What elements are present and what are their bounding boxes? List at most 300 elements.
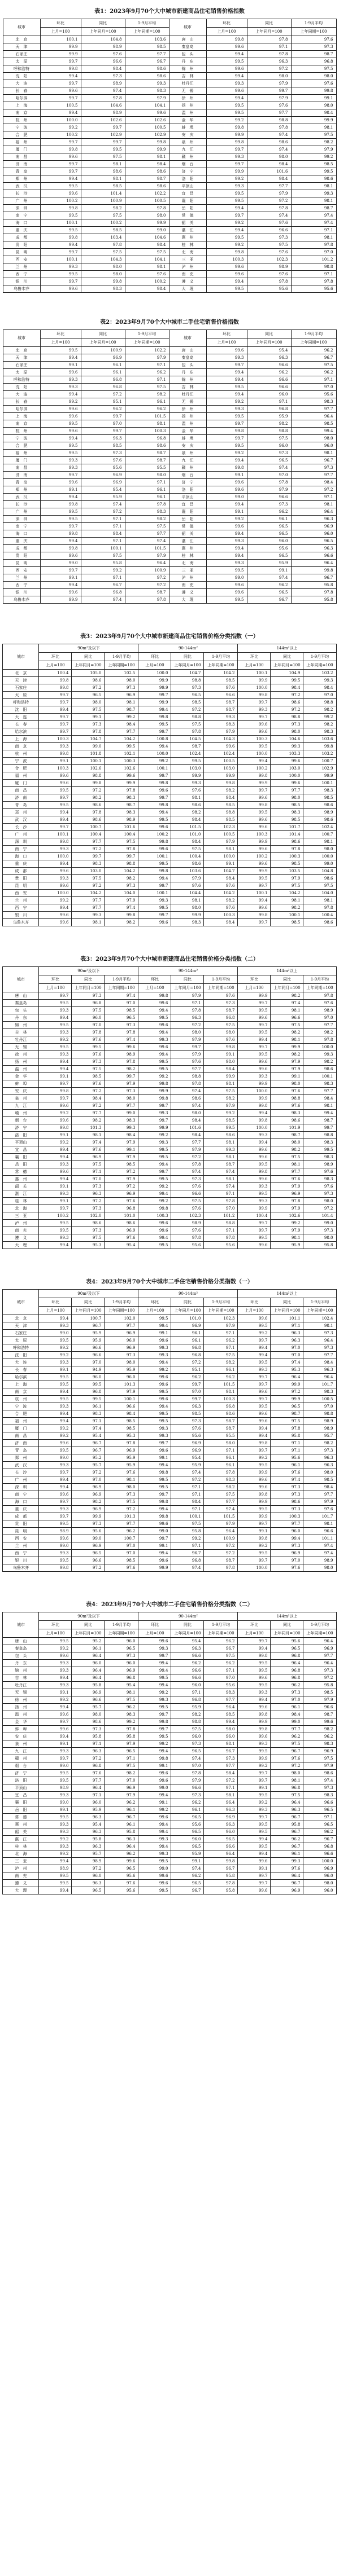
value-cell: 99.0 — [105, 1110, 138, 1117]
city-cell: 哈尔滨 — [3, 728, 39, 736]
value-cell: 99.1 — [238, 1865, 271, 1872]
city-cell: 南 昌 — [3, 787, 39, 794]
city-cell: 九 江 — [3, 1102, 39, 1110]
value-cell: 96.5 — [72, 1887, 105, 1894]
value-cell: 96.5 — [204, 1836, 238, 1843]
value-cell: 99.7 — [39, 1205, 72, 1212]
value-cell: 98.2 — [204, 1359, 238, 1366]
value-cell: 99.6 — [238, 846, 271, 853]
table-row — [3, 1139, 336, 1146]
column-header: 城市 — [3, 644, 39, 670]
value-cell: 99.4 — [40, 241, 81, 249]
value-cell: 96.0 — [72, 1374, 105, 1381]
value-cell: 97.0 — [291, 384, 336, 391]
value-cell: 99.7 — [81, 139, 125, 146]
value-cell: 99.0 — [39, 1454, 72, 1462]
value-cell: 99.4 — [238, 1352, 271, 1359]
value-cell: 97.3 — [171, 1176, 204, 1183]
value-cell: 98.2 — [204, 897, 238, 904]
city-cell: 泸 州 — [169, 263, 206, 271]
value-cell: 97.6 — [291, 80, 336, 87]
value-cell: 101.7 — [271, 824, 303, 831]
value-cell: 99.7 — [238, 699, 271, 706]
value-cell: 99.9 — [238, 1513, 271, 1520]
value-cell: 96.1 — [105, 1821, 138, 1828]
city-cell: 广 州 — [3, 1476, 39, 1484]
value-cell: 97.8 — [171, 1234, 204, 1242]
value-cell: 97.2 — [72, 1564, 105, 1572]
table-row — [3, 1227, 336, 1234]
value-cell: 99.5 — [238, 1359, 271, 1366]
value-cell: 99.7 — [238, 1447, 271, 1454]
value-cell: 96.3 — [72, 1880, 105, 1887]
value-cell: 96.2 — [204, 1660, 238, 1667]
value-cell: 101.9 — [271, 1124, 303, 1132]
value-cell: 99.9 — [271, 1396, 303, 1403]
city-cell: 平顶山 — [3, 1784, 39, 1792]
value-cell: 104.0 — [105, 890, 138, 897]
value-cell: 99.8 — [138, 1469, 171, 1476]
value-cell: 96.2 — [204, 1638, 238, 1645]
value-cell: 96.5 — [72, 1550, 105, 1557]
city-cell: 海 口 — [3, 1498, 39, 1506]
value-cell: 99.4 — [138, 1190, 171, 1198]
value-cell: 99.7 — [105, 1073, 138, 1080]
value-cell: 99.6 — [39, 1117, 72, 1124]
value-cell: 100.3 — [138, 1212, 171, 1220]
value-cell: 99.3 — [206, 183, 247, 190]
group-header: 90m²及以下 — [39, 967, 138, 975]
table-row — [3, 1366, 336, 1374]
value-cell: 96.3 — [303, 1462, 336, 1469]
value-cell: 99.3 — [138, 1139, 171, 1146]
column-header: 同比 — [247, 19, 291, 28]
city-cell: 天 津 — [3, 677, 39, 684]
value-cell: 99.2 — [39, 1432, 72, 1440]
value-cell: 104.9 — [271, 670, 303, 677]
value-cell: 97.8 — [171, 1161, 204, 1168]
value-cell: 99.0 — [39, 1762, 72, 1770]
value-cell: 100.1 — [271, 912, 303, 919]
value-cell: 101.3 — [105, 1513, 138, 1520]
value-cell: 98.1 — [271, 1007, 303, 1014]
value-cell: 99.1 — [40, 574, 81, 582]
value-cell: 99.5 — [81, 146, 125, 153]
value-cell: 96.4 — [72, 1784, 105, 1792]
value-cell: 99.5 — [138, 1154, 171, 1161]
city-cell: 乌鲁木齐 — [3, 285, 40, 293]
table-row — [3, 1667, 336, 1674]
table-row — [3, 1704, 336, 1711]
city-cell: 兰 州 — [3, 1542, 39, 1550]
table-row — [3, 1806, 336, 1814]
value-cell: 96.0 — [171, 1682, 204, 1689]
value-cell: 99.3 — [39, 1234, 72, 1242]
value-cell: 98.2 — [204, 1484, 238, 1491]
table-row — [3, 831, 336, 838]
column-header: 1-9月平均 — [105, 1621, 138, 1629]
value-cell: 97.4 — [204, 1168, 238, 1176]
value-cell: 98.2 — [271, 992, 303, 1000]
value-cell: 97.1 — [81, 523, 125, 530]
table-row — [3, 1359, 336, 1366]
value-cell: 99.7 — [39, 1513, 72, 1520]
table-row — [3, 65, 336, 73]
table-row — [3, 153, 336, 161]
city-cell: 丹 东 — [169, 369, 206, 376]
value-cell: 99.9 — [138, 1564, 171, 1572]
value-cell: 99.4 — [39, 1154, 72, 1161]
table-title: 表4：2023年9月70个大中城市二手住宅销售价格分类指数（二） — [86, 1602, 253, 1608]
value-cell: 97.3 — [81, 73, 125, 80]
value-cell: 98.4 — [125, 241, 169, 249]
value-cell: 99.3 — [39, 1667, 72, 1674]
value-cell: 97.7 — [303, 1491, 336, 1498]
column-header: 1-9月平均 — [204, 1621, 238, 1629]
value-cell: 97.6 — [81, 51, 125, 58]
value-cell: 99.6 — [39, 1168, 72, 1176]
value-cell: 99.5 — [238, 1821, 271, 1828]
value-cell: 95.8 — [105, 1733, 138, 1740]
value-cell: 99.2 — [39, 1850, 72, 1858]
city-cell: 岳 阳 — [3, 1161, 39, 1168]
value-cell: 99.6 — [138, 1520, 171, 1528]
value-cell: 97.1 — [125, 479, 169, 486]
value-cell: 99.3 — [39, 1403, 72, 1410]
table-row — [3, 1044, 336, 1051]
table-title: 表4：2023年9月70个大中城市二手住宅销售价格分类指数（一） — [86, 1279, 253, 1285]
value-cell: 99.1 — [39, 1689, 72, 1696]
value-cell: 97.5 — [72, 1234, 105, 1242]
value-cell: 98.9 — [303, 1557, 336, 1564]
column-subheader: 上月=100 — [40, 339, 81, 347]
value-cell: 96.5 — [72, 692, 105, 699]
value-cell: 98.2 — [125, 391, 169, 398]
value-cell: 98.1 — [291, 124, 336, 131]
value-cell: 99.0 — [125, 227, 169, 234]
value-cell: 97.2 — [204, 1777, 238, 1784]
value-cell: 96.0 — [105, 1337, 138, 1344]
value-cell: 99.3 — [138, 1850, 171, 1858]
value-cell: 97.4 — [105, 992, 138, 1000]
value-cell: 97.8 — [247, 51, 291, 58]
value-cell: 96.7 — [271, 1814, 303, 1821]
value-cell: 96.9 — [105, 692, 138, 699]
value-cell: 99.3 — [125, 80, 169, 87]
value-cell: 100.0 — [303, 853, 336, 860]
value-cell: 96.5 — [271, 1403, 303, 1410]
column-header: 环比 — [238, 975, 271, 984]
value-cell: 98.9 — [39, 1865, 72, 1872]
value-cell: 99.8 — [40, 146, 81, 153]
city-cell: 湛 江 — [3, 1836, 39, 1843]
value-cell: 99.3 — [206, 354, 247, 362]
city-cell: 太 原 — [3, 369, 40, 376]
value-cell: 96.4 — [204, 1704, 238, 1711]
city-cell: 泉 州 — [3, 1095, 39, 1102]
value-cell: 96.1 — [72, 1403, 105, 1410]
column-header: 同比 — [72, 653, 105, 661]
table-row — [3, 1205, 336, 1212]
city-cell: 常 德 — [169, 523, 206, 530]
value-cell: 96.5 — [171, 692, 204, 699]
city-cell: 济 宁 — [169, 168, 206, 175]
table-row — [3, 1410, 336, 1418]
table-row — [3, 670, 336, 677]
value-cell: 99.5 — [238, 1550, 271, 1557]
value-cell: 98.4 — [105, 1132, 138, 1139]
city-cell: 烟 台 — [3, 1762, 39, 1770]
value-cell: 99.6 — [238, 1176, 271, 1183]
value-cell: 99.6 — [238, 1066, 271, 1073]
value-cell: 99.2 — [291, 153, 336, 161]
value-cell: 99.8 — [138, 1080, 171, 1088]
value-cell: 99.9 — [271, 1044, 303, 1051]
value-cell: 97.3 — [171, 1792, 204, 1799]
value-cell: 98.1 — [271, 1036, 303, 1044]
city-cell: 泸 州 — [3, 1220, 39, 1227]
value-cell: 99.8 — [138, 1498, 171, 1506]
value-cell: 100.1 — [40, 219, 81, 227]
value-cell: 98.1 — [105, 699, 138, 706]
value-cell: 99.5 — [39, 1880, 72, 1887]
city-cell: 兰 州 — [3, 897, 39, 904]
value-cell: 99.5 — [40, 212, 81, 219]
city-cell: 兰 州 — [3, 574, 40, 582]
group-header: 144m²以上 — [238, 644, 336, 653]
value-cell: 99.5 — [238, 1792, 271, 1799]
value-cell: 98.8 — [291, 263, 336, 271]
value-cell: 97.7 — [105, 1102, 138, 1110]
value-cell: 97.0 — [291, 249, 336, 256]
value-cell: 98.6 — [72, 802, 105, 809]
value-cell: 96.0 — [271, 1528, 303, 1535]
value-cell: 95.6 — [105, 1887, 138, 1894]
value-cell: 96.3 — [72, 1190, 105, 1198]
value-cell: 97.3 — [291, 43, 336, 51]
table-row — [3, 816, 336, 824]
value-cell: 98.6 — [125, 442, 169, 450]
value-cell: 99.4 — [238, 1139, 271, 1146]
value-cell: 99.5 — [39, 1396, 72, 1403]
table-row — [3, 1447, 336, 1454]
value-cell: 100.1 — [72, 758, 105, 765]
value-cell: 97.4 — [171, 1469, 204, 1476]
value-cell: 99.3 — [238, 1689, 271, 1696]
value-cell: 96.7 — [291, 457, 336, 464]
city-cell: 牡丹江 — [3, 1036, 39, 1044]
value-cell: 96.9 — [105, 1784, 138, 1792]
value-cell: 99.3 — [303, 1051, 336, 1058]
value-cell: 97.3 — [271, 1689, 303, 1696]
value-cell: 99.4 — [204, 1718, 238, 1726]
column-header: 1-9月平均 — [303, 653, 336, 661]
city-cell: 金 华 — [3, 1073, 39, 1080]
city-cell: 福 州 — [3, 139, 40, 146]
table-row — [3, 1161, 336, 1168]
table-row — [3, 442, 336, 450]
table-row — [3, 868, 336, 875]
value-cell: 95.4 — [171, 1638, 204, 1645]
value-cell: 95.4 — [72, 1821, 105, 1828]
value-cell: 99.4 — [40, 73, 81, 80]
value-cell: 96.1 — [72, 1645, 105, 1652]
value-cell: 97.5 — [303, 1755, 336, 1762]
value-cell: 101.4 — [303, 1212, 336, 1220]
value-cell: 98.3 — [204, 721, 238, 728]
value-cell: 98.7 — [204, 1418, 238, 1425]
city-cell: 烟 台 — [169, 161, 206, 168]
value-cell: 97.0 — [81, 420, 125, 428]
value-cell: 95.8 — [72, 1682, 105, 1689]
value-cell: 97.1 — [72, 1168, 105, 1176]
value-cell: 97.1 — [291, 271, 336, 278]
value-cell: 99.2 — [206, 398, 247, 406]
table-row — [3, 794, 336, 802]
city-cell: 九 江 — [3, 1748, 39, 1755]
city-cell: 徐 州 — [3, 1696, 39, 1704]
value-cell: 97.6 — [105, 1564, 138, 1572]
value-cell: 96.8 — [105, 1205, 138, 1212]
city-cell: 北 海 — [3, 1850, 39, 1858]
value-cell: 99.7 — [206, 212, 247, 219]
value-cell: 97.8 — [81, 95, 125, 102]
value-cell: 99.5 — [238, 1029, 271, 1036]
value-cell: 97.6 — [271, 1865, 303, 1872]
value-cell: 98.0 — [303, 1469, 336, 1476]
city-cell: 大 理 — [3, 1242, 39, 1249]
value-cell: 99.7 — [105, 853, 138, 860]
city-cell: 南 宁 — [3, 1491, 39, 1498]
value-cell: 95.7 — [72, 1704, 105, 1711]
value-cell: 97.1 — [171, 1484, 204, 1491]
city-cell: 沈 阳 — [3, 384, 40, 391]
column-header: 同比 — [72, 1621, 105, 1629]
value-cell: 102.6 — [72, 765, 105, 772]
value-cell: 99.6 — [238, 860, 271, 868]
city-cell: 安 庆 — [3, 1733, 39, 1740]
table-row — [3, 102, 336, 109]
value-cell: 97.4 — [247, 131, 291, 139]
value-cell: 96.4 — [72, 1652, 105, 1660]
city-cell: 蚌 埠 — [3, 1080, 39, 1088]
value-cell: 99.4 — [39, 1476, 72, 1484]
city-cell: 安 庆 — [169, 442, 206, 450]
value-cell: 101.0 — [171, 831, 204, 838]
value-cell: 99.7 — [238, 1880, 271, 1887]
value-cell: 100.1 — [138, 765, 171, 772]
value-cell: 97.3 — [105, 1022, 138, 1029]
city-cell: 丹 东 — [3, 1014, 39, 1022]
price-index-table — [3, 19, 337, 293]
value-cell: 96.8 — [72, 1762, 105, 1770]
value-cell: 101.3 — [72, 1124, 105, 1132]
value-cell: 97.1 — [171, 1506, 204, 1513]
city-cell: 三 亚 — [169, 567, 206, 574]
value-cell: 95.9 — [247, 560, 291, 567]
value-cell: 98.7 — [125, 450, 169, 457]
value-cell: 96.8 — [271, 1674, 303, 1682]
value-cell: 98.9 — [81, 43, 125, 51]
value-cell: 99.9 — [238, 677, 271, 684]
value-cell: 96.4 — [291, 413, 336, 420]
value-cell: 99.3 — [204, 1146, 238, 1154]
value-cell: 99.4 — [206, 73, 247, 80]
value-cell: 96.4 — [125, 560, 169, 567]
value-cell: 97.1 — [303, 1814, 336, 1821]
value-cell: 104.2 — [105, 736, 138, 743]
value-cell: 96.7 — [125, 58, 169, 65]
value-cell: 97.6 — [271, 1755, 303, 1762]
value-cell: 100.1 — [138, 890, 171, 897]
column-subheader: 上月=100 — [238, 661, 271, 670]
value-cell: 98.1 — [204, 1176, 238, 1183]
value-cell: 99.5 — [39, 1374, 72, 1381]
city-cell: 呼和浩特 — [3, 65, 40, 73]
value-cell: 99.7 — [238, 1044, 271, 1051]
value-cell: 99.4 — [138, 1234, 171, 1242]
value-cell: 99.5 — [40, 347, 81, 354]
value-cell: 104.4 — [171, 890, 204, 897]
value-cell: 99.5 — [303, 1146, 336, 1154]
value-cell: 96.9 — [105, 1227, 138, 1234]
column-subheader: 上年同期=100 — [204, 1307, 238, 1315]
value-cell: 97.2 — [271, 1762, 303, 1770]
value-cell: 98.2 — [72, 1498, 105, 1506]
value-cell: 97.8 — [72, 809, 105, 816]
value-cell: 99.8 — [303, 743, 336, 750]
value-cell: 97.0 — [271, 1696, 303, 1704]
value-cell: 99.5 — [138, 1704, 171, 1711]
table-row — [3, 853, 336, 860]
table-row — [3, 1154, 336, 1161]
city-cell: 哈尔滨 — [3, 406, 40, 413]
value-cell: 99.7 — [40, 523, 81, 530]
city-cell: 西 宁 — [3, 904, 39, 912]
city-cell: 遵 义 — [3, 1234, 39, 1242]
city-cell: 福 州 — [3, 450, 40, 457]
value-cell: 97.1 — [81, 574, 125, 582]
value-cell: 99.6 — [40, 190, 81, 197]
value-cell: 98.8 — [171, 714, 204, 721]
value-cell: 96.2 — [125, 406, 169, 413]
table-row — [3, 263, 336, 271]
value-cell: 99.9 — [105, 780, 138, 787]
value-cell: 99.2 — [238, 1542, 271, 1550]
value-cell: 97.9 — [247, 80, 291, 87]
value-cell: 99.3 — [39, 1843, 72, 1850]
city-cell: 扬 州 — [3, 1704, 39, 1711]
value-cell: 100.5 — [125, 124, 169, 131]
value-cell: 96.0 — [204, 1733, 238, 1740]
value-cell: 96.6 — [204, 692, 238, 699]
value-cell: 101.1 — [303, 1535, 336, 1542]
value-cell: 99.5 — [138, 1146, 171, 1154]
value-cell: 100.3 — [271, 853, 303, 860]
city-cell: 宜 昌 — [3, 1146, 39, 1154]
value-cell: 97.8 — [81, 241, 125, 249]
value-cell: 97.7 — [303, 1022, 336, 1029]
value-cell: 98.2 — [303, 1440, 336, 1447]
value-cell: 99.4 — [138, 1322, 171, 1330]
value-cell: 96.1 — [105, 1806, 138, 1814]
table-row — [3, 1733, 336, 1740]
table-row — [3, 802, 336, 809]
value-cell: 99.2 — [39, 1425, 72, 1432]
value-cell: 98.0 — [247, 153, 291, 161]
city-cell: 长 春 — [3, 398, 40, 406]
value-cell: 99.1 — [238, 1528, 271, 1535]
